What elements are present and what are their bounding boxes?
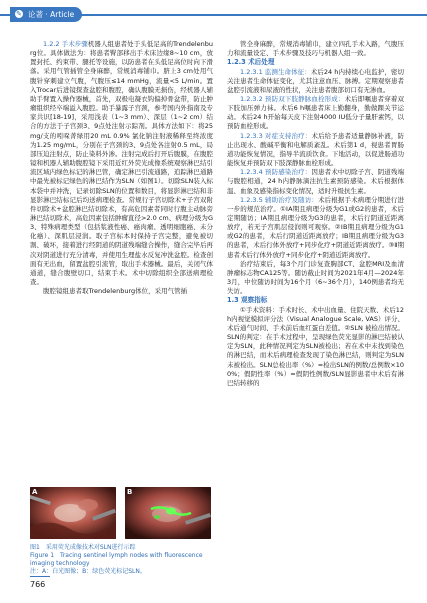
paragraph-text: 管全身麻醉，常规消毒铺巾，建立四孔手术入路，气腹压力和流量设定、手术步骤及技巧与机器人组一致。: [227, 40, 404, 58]
body-paragraph: [227, 260, 404, 297]
body-paragraph: [227, 95, 404, 132]
body-paragraph: [30, 287, 213, 296]
figure-caption-en: Figure 1 Tracing sentinel lymph nodes with fluorescence imaging technology: [30, 552, 203, 567]
paragraph-text: 术后给予患者适量静脉补液，防止出现水、酸碱平衡和电解质紊乱。术后第1 d，视患者胃肠道功能恢复情况，指导半流质饮食。下地活动，以促进肠道功能恢复并预防双下肢深静脉血栓形成。: [227, 131, 405, 168]
page-number: 766: [30, 580, 46, 589]
figure-photos: [30, 487, 213, 541]
left-column: [30, 40, 213, 296]
fluorescence-surgical-photo: [125, 487, 211, 539]
section-heading: 1.2.3 术后处理: [227, 58, 275, 67]
paragraph-heading: 1.2.3.2 预防双下肢静脉血栓形成：: [240, 94, 345, 103]
body-paragraph: [227, 306, 404, 388]
figure-caption-cn: 图1 采用荧光成像技术对SLN进行示踪: [30, 544, 136, 551]
body-paragraph: [227, 196, 404, 260]
body-paragraph: [30, 40, 213, 287]
panel-a-label: A: [32, 488, 38, 496]
body-paragraph: [227, 168, 404, 195]
journal-header: [0, 0, 427, 30]
body-paragraph: [227, 132, 404, 169]
page-number-rule: [30, 576, 50, 577]
paragraph-heading: 1.2.3.5 辅助治疗及随访：: [240, 195, 318, 204]
paragraph-text: 术后即嘱患者穿着双下肢加压弹力袜。术后6 h嘱患者床上勤翻身，勤做踝关节运动。术后24 h开始每天皮下注射4000 IU低分子量肝素钙，以预防血栓形成。: [227, 94, 405, 131]
paragraph-heading: 1.2.3.4 预防感染治疗：: [240, 168, 312, 177]
paragraph-text: 治疗结束后，每3个月门诊复查胸部CT、盆腔MRI及血清肿瘤标志物CA125等。随访截止时间为2021年4月—2024年3月，中位随访时间为16个月（6~36个月），140例患者均无失访。: [227, 259, 404, 296]
section-heading: 1.3 观察指标: [227, 296, 268, 305]
paragraph-text: 机器人组患者处于头低足高的Trendelenburg位。具体做法为：将患者臀部移出手术床边缘8~10 cm，放置封托、约束带、腿托等设施，以防患者在头低足高位时向下滑落。采用气管插管全身麻醉，常规消毒铺巾。脐上3 cm处用气腹针穿刺建立气腹，气腹压≤14 mmHg，流量<5 L/min。置入Trocar后进镜探查盆腔和腹腔，确认腹膜无损伤，经机器人辅助手臂置入操作器械，首先，双极电凝衣钩偏掉骨盆带，防止肿瘤组织经卒端溢入腹腔。助手暴露子宫颈，参考国内外指南及专家共识[18-19]，采用浅表（1~3 mm）、深层（1~2 cm）结合的方法于子宫颈3、9点处注射示踪剂。具体方法如下：将25 mg/支的吲哚菁绿用20 mL 0.9% 氯化钠注射液稀释至终浓度为1.25 mg/mL，分别在子宫颈的3、9点处各注射0.5 mL，局部压迫注射点，防止染料外渗。注射完成后打开后腹膜，在腹腔镜和机器人辅助腹腔镜下采用近红外荧光成像系统观察淋巴结引流区域内绿色标记的淋巴管，确定淋巴引流通路，追踪淋巴通路中最先被标记绿色的淋巴结作为SLN（如图1）。切除SLN装入标本袋中并冲洗，记录切除SLN的位置和数目，将显影淋巴结和非显影淋巴结标记后均送病理检查。常规行子宫切除术+子宫双附件切除术+盆腔淋巴结切除术，有高危因素者同时行腹主动脉旁淋巴结切除术，高危因素包括肿瘤直径>2.0 cm、病理分级为G3、特殊病理类型（包括浆液性癌、癌肉瘤、透明细胞癌、未分化癌）、深肌层浸润。取子宫标本时保持子宫完整，避免被切割、破坏，接着进行经阴道的阴道残端缝合操作，缝合完毕后再次对阴道进行充分清毒，并使用生理盐水反复冲洗盆腔。检查创面有无出血，留置盆腔引流管，取出手术器械。最后，关闭气体通道，缝合腹壁切口，结束手术。术中切除组织全部送病理检查。: [30, 40, 213, 287]
paragraph-heading: 1.2.3.3 对症支持治疗：: [240, 131, 312, 140]
paragraph-text: ①手术资料：手术时长、术中出血量、住院天数、术后12 h内视觉模拟评分法（Visual Analogue Scale, VAS）评分、术后通气时间、手术前后血红蛋白差值。②SLN 被检出情况。SLN的判定：在手术过程中，呈现绿色荧光显影的淋巴结被认定为SLN，此种情况判定为SLN被检出；若在术中未找到染色的淋巴结，而术后病理检查发现了染色淋巴结，则判定为SLN未被检出。SLN总检出率（%）=检出SLN的例数/总例数×100%；假阴性率（%）=假阴性例数/SLN显影患者中术后有淋巴结转移的: [227, 305, 404, 387]
body-paragraph: [227, 68, 404, 95]
right-column: [227, 40, 404, 388]
paragraph-text: 腹腔镜组患者取Trendelenburg体位，采用气管插: [43, 287, 188, 296]
paragraph-text: 术后24 h内持续心电监护，密切关注患者生命体征变化，尤其注意血压、脉搏。定期观察患者盆腔引流液和尿液的性状，关注患者腹部切口有无渗血。: [227, 67, 404, 94]
paragraph-heading: 1.2.2 手术步骤: [43, 40, 88, 48]
paragraph-text: 术后根据手术病理分期进行进一步的规范治疗。①ⅠA期且病理分级为G1或G2的患者，术后定期随访；ⅠA期且病理分级为G3的患者，术后行阴道近距离放疗，若无子宫肌层侵润则可观察。②ⅠB期且病理分级为G1或G2的患者，术后行阴道近距离放疗；ⅠB期且病理分级为G3的患者，术后行体外放疗+同步化疗+阴道近距离放疗。③Ⅱ期患者术后行体外放疗+同步化疗+阴道近距离放疗。: [227, 195, 405, 259]
article-icon: ✎: [16, 10, 22, 18]
figure-caption-note: 注：A：白光图像；B：绿色荧光标记SLN。: [30, 568, 146, 575]
panel-b-label: B: [127, 488, 133, 496]
paragraph-heading: 1.2.3.1 监测生命体征：: [240, 67, 311, 76]
section-tag-label: 论著 · Article: [28, 10, 75, 19]
body-paragraph: [227, 40, 404, 58]
section-tag: [10, 7, 82, 22]
white-light-surgical-photo: [30, 487, 116, 539]
figure-1: [30, 487, 213, 576]
paragraph-text: 因患者术中切除子宫、阴道残端与腹腔相通，24 h内静脉滴注抗生素预防感染。术后根据体温、血象及感染指标变化情况，适时升级抗生素。: [227, 168, 405, 195]
